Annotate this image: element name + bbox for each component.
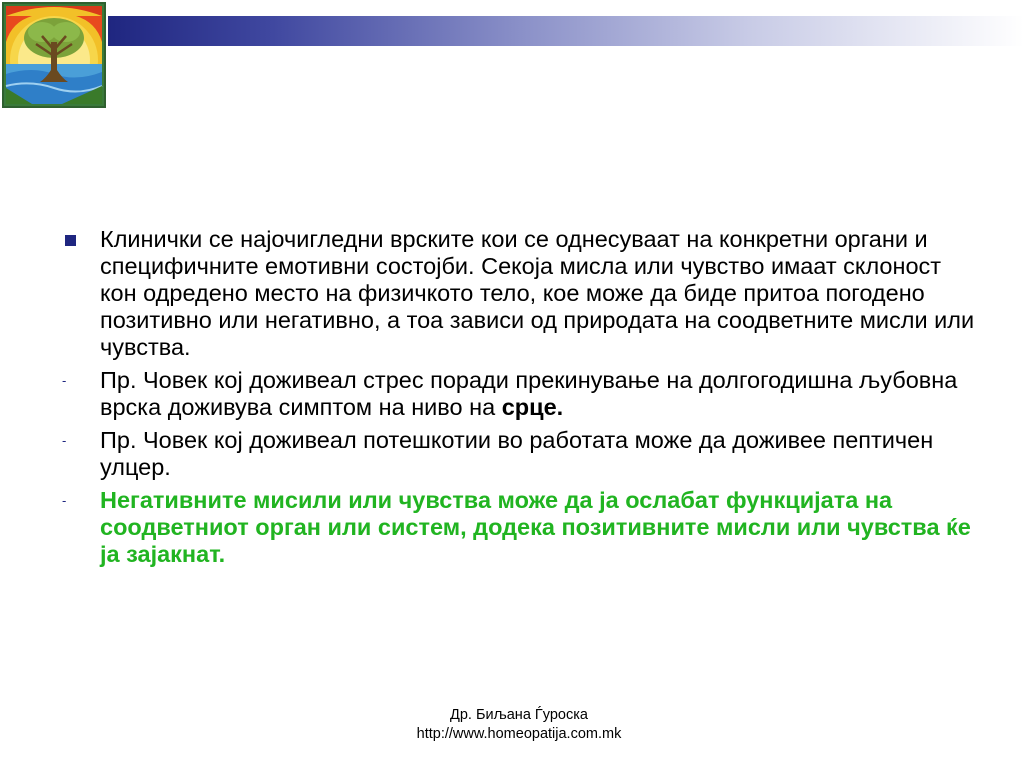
slide-content <box>62 226 982 574</box>
bullet-text: Пр. Човек кој доживеал потешкотии во работата може да доживее пептичен улцер. <box>100 427 934 480</box>
footer <box>0 706 1024 744</box>
tree-logo-icon <box>2 2 106 108</box>
bullet-item <box>62 226 982 361</box>
bold-word: срце. <box>501 394 564 420</box>
dash-bullet-marker: - <box>62 493 67 508</box>
header-gradient-bar <box>108 16 1024 46</box>
bullet-item <box>62 427 982 481</box>
square-bullet-icon <box>62 226 100 253</box>
footer-author: Др. Биљана Ѓуроска <box>450 707 588 723</box>
highlighted-bullet-text: Негативните мисили или чувства може да ја ослабат функцијата на соодветниот орган или систем, додека позитивните мисли или чувства ќе ја зајакнат. <box>100 487 971 567</box>
dash-bullet-marker: - <box>62 373 67 388</box>
footer-url: http://www.homeopatija.com.mk <box>416 726 622 742</box>
dash-bullet-marker: - <box>62 433 67 448</box>
bullet-item <box>62 487 982 568</box>
bullet-text: Пр. Човек кој доживеал стрес поради прекинување на долгогодишна љубовна врска доживува симптом на ниво на срце. <box>100 367 958 420</box>
bullet-text: Клинички се најочигледни врските кои се однесуваат на конкретни органи и специфичните емотивни состојби. Секоја мисла или чувство имаат склоност кон одредено место на физичкото тело, кое може да биде притоа погодено позитивно или негативно, а тоа зависи од природата на соодветните мисли или чувства. <box>100 226 975 360</box>
bullet-item <box>62 367 982 421</box>
